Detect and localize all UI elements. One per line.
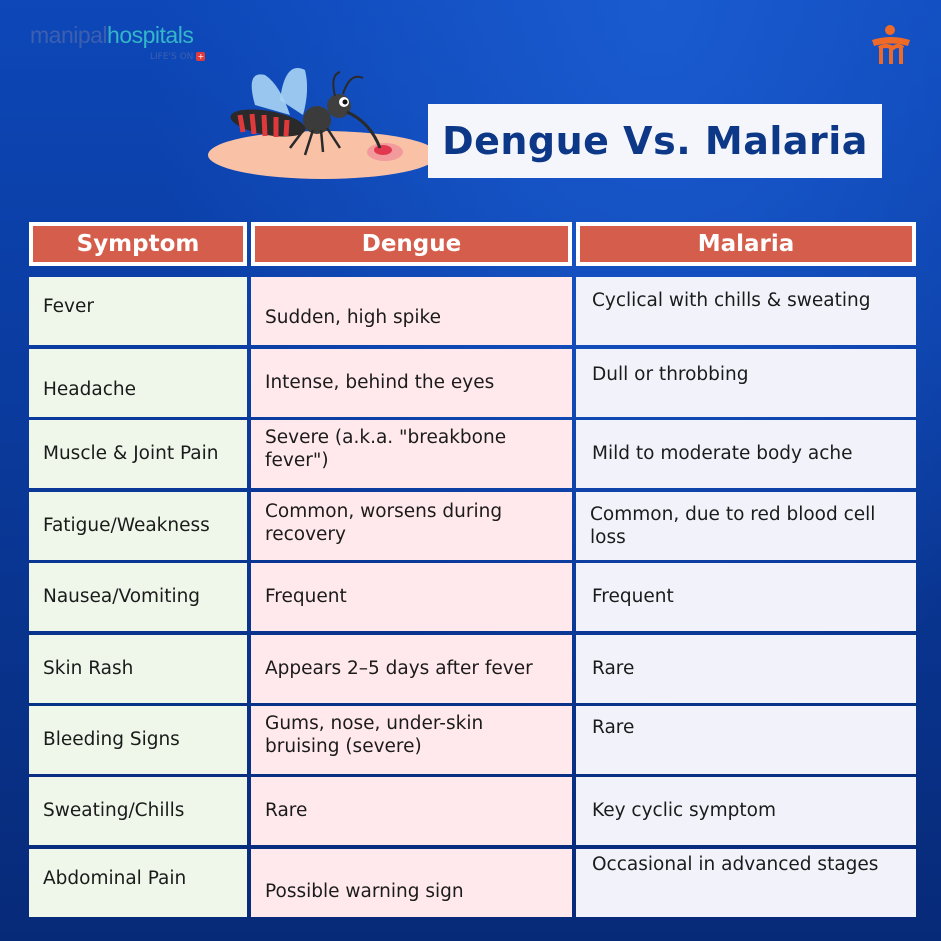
table-cell-dengue <box>251 563 572 631</box>
table-cell-malaria <box>576 777 916 845</box>
table-cell-malaria <box>576 420 916 488</box>
cross-icon: + <box>197 52 205 61</box>
cell-text: Fatigue/Weakness <box>43 515 210 537</box>
hospital-logo <box>30 22 205 62</box>
cell-text: Common, due to red blood cell loss <box>590 503 876 548</box>
column-header-symptom <box>29 222 247 266</box>
cell-text: Rare <box>592 717 635 738</box>
cell-text: Muscle & Joint Pain <box>43 443 219 465</box>
cell-text: Skin Rash <box>43 658 134 680</box>
table-cell-malaria <box>576 563 916 631</box>
cell-text: Abdominal Pain <box>43 868 187 889</box>
cell-text: Frequent <box>592 586 674 608</box>
table-cell-malaria <box>576 277 916 345</box>
page-title: Dengue Vs. Malaria <box>442 119 868 163</box>
table-cell-symptom <box>29 706 247 774</box>
cell-text: Mild to moderate body ache <box>592 443 853 465</box>
table-cell-symptom <box>29 277 247 345</box>
table-cell-dengue <box>251 420 572 488</box>
cell-text: Frequent <box>265 586 347 608</box>
cell-text: Rare <box>592 658 635 680</box>
table-cell-dengue <box>251 492 572 560</box>
mosquito-illustration <box>205 60 445 185</box>
cell-text: Key cyclic symptom <box>592 800 776 822</box>
title-banner <box>428 104 882 178</box>
table-cell-symptom <box>29 777 247 845</box>
table-cell-symptom <box>29 420 247 488</box>
cell-text: Fever <box>43 296 94 317</box>
column-header-label: Symptom <box>33 226 243 262</box>
cell-text: Bleeding Signs <box>43 729 180 751</box>
table-cell-symptom <box>29 635 247 703</box>
column-header-label: Dengue <box>255 226 568 262</box>
cell-text: Sweating/Chills <box>43 800 185 822</box>
cell-text: Gums, nose, under-skin bruising (severe) <box>265 713 484 758</box>
column-header-malaria <box>576 222 916 266</box>
table-cell-malaria <box>576 849 916 917</box>
column-header-dengue <box>251 222 572 266</box>
table-cell-dengue <box>251 277 572 345</box>
table-cell-malaria <box>576 635 916 703</box>
cell-text: Sudden, high spike <box>265 306 441 328</box>
table-cell-dengue <box>251 349 572 417</box>
column-header-label: Malaria <box>580 226 912 262</box>
cell-text: Headache <box>43 378 136 400</box>
table-cell-dengue <box>251 635 572 703</box>
cell-text: Common, worsens during recovery <box>265 501 503 546</box>
table-cell-symptom <box>29 492 247 560</box>
logo-wordmark: manipalhospitals <box>30 22 194 48</box>
table-cell-symptom <box>29 849 247 917</box>
table-cell-dengue <box>251 777 572 845</box>
cell-text: Dull or throbbing <box>592 364 749 385</box>
cell-text: Occasional in advanced stages <box>592 854 879 875</box>
brand-icon <box>868 24 914 70</box>
cell-text: Intense, behind the eyes <box>265 372 495 394</box>
table-cell-dengue <box>251 849 572 917</box>
table-cell-symptom <box>29 563 247 631</box>
cell-text: Rare <box>265 800 308 822</box>
cell-text: Appears 2–5 days after fever <box>265 658 533 680</box>
table-cell-malaria <box>576 492 916 560</box>
cell-text: Possible warning sign <box>265 880 464 902</box>
logo-tagline: LIFE'S ON + <box>150 52 205 62</box>
table-cell-symptom <box>29 349 247 417</box>
cell-text: Nausea/Vomiting <box>43 586 201 608</box>
cell-text: Cyclical with chills & sweating <box>592 290 871 311</box>
table-cell-malaria <box>576 706 916 774</box>
cell-text: Severe (a.k.a. "breakbone fever") <box>265 427 507 472</box>
table-cell-dengue <box>251 706 572 774</box>
table-cell-malaria <box>576 349 916 417</box>
